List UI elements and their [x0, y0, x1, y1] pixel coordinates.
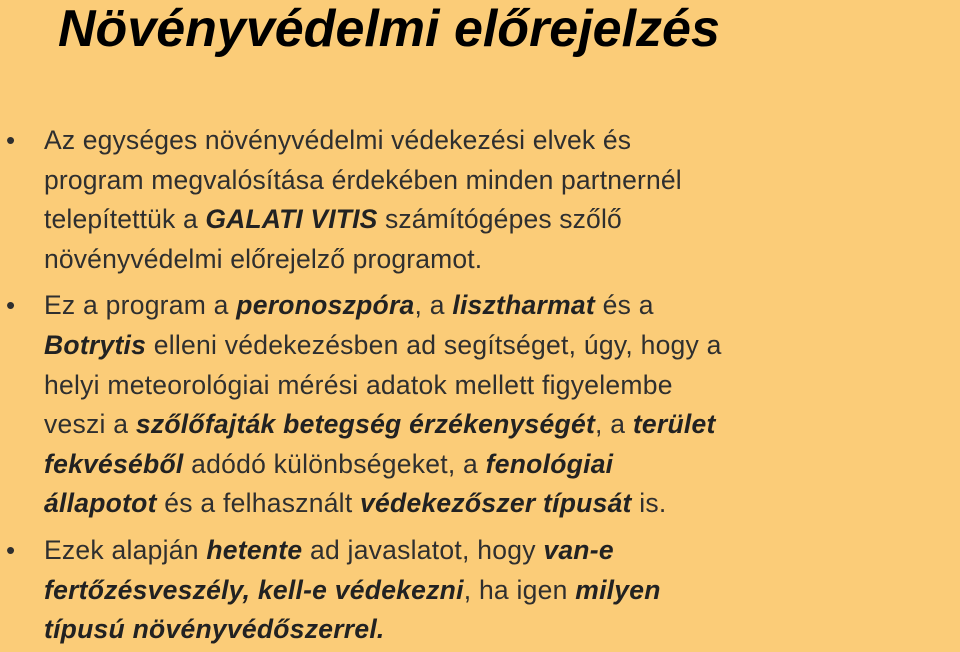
text-line: [44, 445, 956, 485]
text-run: , a: [414, 290, 453, 321]
emphasized-text: milyen: [575, 574, 661, 605]
text-line: [44, 161, 956, 201]
bullet-text: [44, 286, 956, 524]
emphasized-text: védekezőszer típusát: [360, 488, 632, 519]
bullet-item-2: [0, 286, 960, 524]
text-line: [44, 484, 956, 524]
text-line: [44, 200, 956, 240]
text-line: [44, 121, 956, 161]
text-run: helyi meteorológiai mérési adatok mellett figyelembe: [44, 369, 673, 400]
bullet-item-3: [0, 531, 960, 650]
emphasized-text: van-e: [543, 534, 614, 565]
bullet-item-1: [0, 121, 960, 279]
text-line: [44, 610, 956, 650]
text-run: veszi a: [44, 409, 136, 440]
bullet-list: [0, 121, 960, 650]
text-run: növényvédelmi előrejelző programot.: [44, 243, 483, 274]
text-line: [44, 405, 956, 445]
text-run: program megvalósítása érdekében minden partnernél: [44, 164, 682, 195]
bullet-point-icon: •: [6, 125, 16, 155]
page-title: Növényvédelmi előrejelzés: [58, 0, 720, 58]
text-line: [44, 326, 956, 366]
emphasized-text: fenológiai: [485, 448, 614, 479]
bullet-text: [44, 121, 956, 279]
emphasized-text: Botrytis: [44, 329, 147, 360]
emphasized-text: terület: [632, 409, 716, 440]
text-run: telepítettük a: [44, 204, 206, 235]
text-run: Ezek alapján: [44, 534, 207, 565]
text-run: , a: [595, 409, 633, 440]
bullet-point-icon: •: [6, 534, 16, 565]
text-line: [44, 366, 956, 406]
emphasized-text: peronoszpóra: [236, 290, 415, 321]
text-line: [44, 240, 956, 280]
text-run: számítógépes szőlő: [377, 204, 622, 235]
text-run: és a felhasznált: [156, 488, 361, 519]
emphasized-text: fertőzésveszély, kell-e védekezni: [44, 574, 464, 605]
text-line: [44, 531, 956, 571]
text-line: [44, 286, 956, 326]
bullet-point-icon: •: [6, 290, 16, 321]
emphasized-text: állapotot: [44, 488, 157, 519]
emphasized-text: fekvéséből: [44, 448, 184, 479]
text-run: is.: [631, 488, 667, 519]
text-run: elleni védekezésben ad segítséget, úgy, hogy a: [146, 329, 722, 360]
text-run: ad javaslatot, hogy: [302, 534, 544, 565]
emphasized-text: GALATI VITIS: [205, 204, 378, 235]
text-run: Az egységes növényvédelmi védekezési elvek és: [44, 125, 632, 155]
bullet-text: [44, 531, 956, 650]
text-run: adódó különbségeket, a: [183, 448, 486, 479]
emphasized-text: szőlőfajták betegség érzékenységét: [135, 409, 596, 440]
emphasized-text: típusú növényvédőszerrel.: [44, 614, 385, 645]
text-run: Ez a program a: [44, 290, 237, 321]
text-run: , ha igen: [463, 574, 576, 605]
emphasized-text: lisztharmat: [452, 290, 595, 321]
text-line: [44, 571, 956, 611]
emphasized-text: hetente: [206, 534, 303, 565]
text-run: és a: [594, 290, 654, 321]
